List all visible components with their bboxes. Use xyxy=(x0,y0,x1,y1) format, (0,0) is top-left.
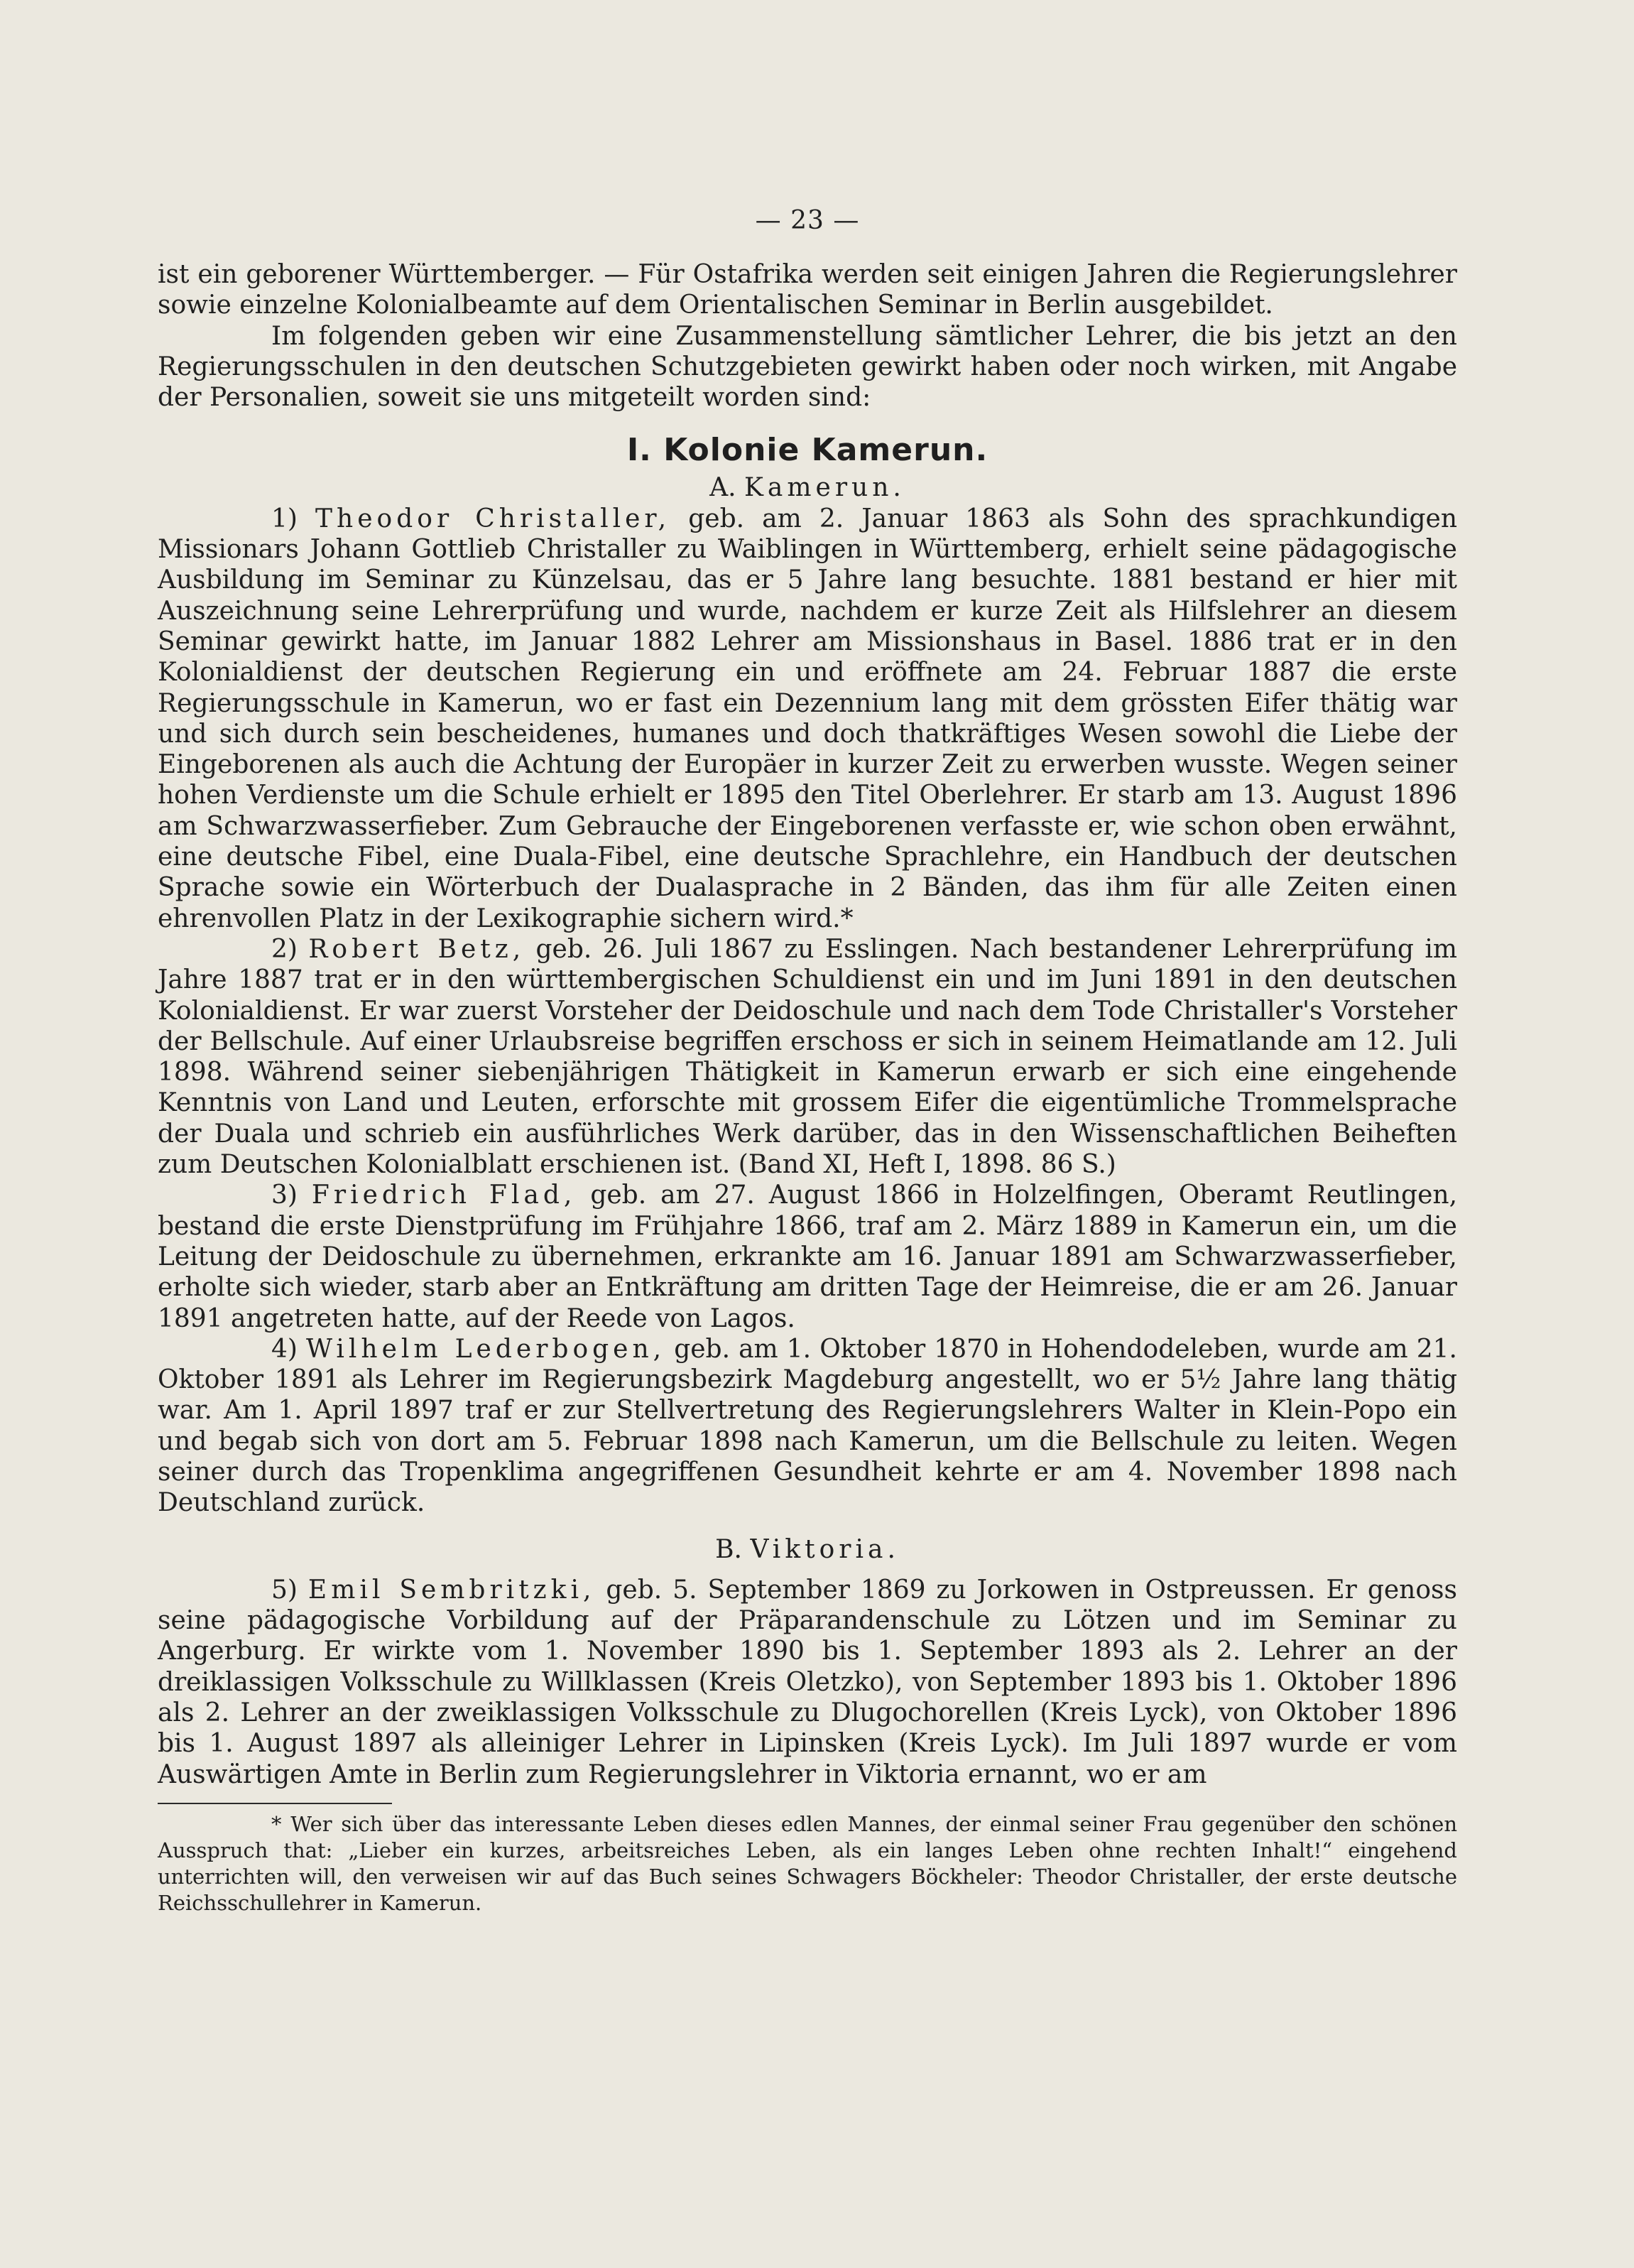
entry-1 xyxy=(158,504,1457,934)
entry-number: 4) xyxy=(271,1334,298,1364)
entry-person-name: Emil Sembritzki, xyxy=(307,1575,596,1605)
entry-5 xyxy=(158,1575,1457,1790)
subsection-a-title xyxy=(158,472,1457,503)
entry-text: geb. am 2. Januar 1863 als Sohn des sprachkundigen Missionars Johann Gottlieb Christaller zu Waiblingen in Württemberg, erhielt seine pädagogische Ausbildung im Seminar zu Künzelsau, das er 5 Jahre lang besuchte. 1881 bestand er hier mit Auszeichnung seine Lehrerprüfung und wurde, nachdem er kurze Zeit als Hilfslehrer an diesem Seminar gewirkt hatte, im Januar 1882 Lehrer am Missionshaus in Basel. 1886 trat er in den Kolonialdienst der deutschen Regierung ein und eröffnete am 24. Februar 1887 die erste Regierungsschule in Kamerun, wo er fast ein Dezennium lang mit dem grössten Eifer thätig war und sich durch sein bescheidenes, humanes und doch thatkräftiges Wesen sowohl die Liebe der Eingeborenen als auch die Achtung der Europäer in kurzer Zeit zu erwerben wusste. Wegen seiner hohen Verdienste um die Schule erhielt er 1895 den Titel Oberlehrer. Er starb am 13. August 1896 am Schwarzwasserfieber. Zum Gebrauche der Eingeborenen verfasste er, wie schon oben erwähnt, eine deutsche Fibel, eine Duala-Fibel, eine deutsche Sprachlehre, ein Handbuch der deutschen Sprache sowie ein Wörterbuch der Dualasprache in 2 Bänden, das ihm für alle Zeiten einen ehrenvollen Platz in der Lexikographie sichern wird.* xyxy=(158,504,1458,933)
subsection-a-name: Kamerun. xyxy=(744,473,905,503)
entry-person-name: Friedrich Flad, xyxy=(311,1181,577,1210)
entry-number: 1) xyxy=(271,504,298,533)
subsection-b-prefix: B. xyxy=(715,1534,742,1564)
footnote-text: * Wer sich über das interessante Leben dieses edlen Mannes, der einmal seiner Frau gegenüber den schönen Ausspruch that: „Lieber ein kurzes, arbeitsreiches Leben, als ein langes Leben ohne rechten Inhalt!“ eingehend unterrichten will, den verweisen wir auf das Buch seines Schwagers Böckheler: Theodor Christaller, der erste deutsche Reichsschullehrer in Kamerun. xyxy=(158,1811,1457,1915)
intro-paragraph-2: Im folgenden geben wir eine Zusammenstellung sämtlicher Lehrer, die bis jetzt an den Regierungsschulen in den deutschen Schutzgebieten gewirkt haben oder noch wirken, mit Angabe der Personalien, soweit sie uns mitgeteilt worden sind: xyxy=(158,321,1457,413)
footnote-divider xyxy=(158,1803,392,1804)
page-content xyxy=(158,206,1457,1916)
entry-person-name: Robert Betz, xyxy=(308,934,525,964)
entry-3 xyxy=(158,1180,1457,1333)
page-number: — 23 — xyxy=(755,206,860,235)
entry-4 xyxy=(158,1334,1457,1519)
subsection-b-name: Viktoria. xyxy=(750,1534,900,1564)
entry-text: geb. 5. September 1869 zu Jorkowen in Ostpreussen. Er genoss seine pädagogische Vorbildung auf der Präparandenschule zu Lötzen und im Seminar zu Angerburg. Er wirkte vom 1. November 1890 bis 1. September 1893 als 2. Lehrer an der dreiklassigen Volksschule zu Willklassen (Kreis Oletzko), von September 1893 bis 1. Oktober 1896 als 2. Lehrer an der zweiklassigen Volksschule zu Dlugochorellen (Kreis Lyck), von Oktober 1896 bis 1. August 1897 als alleiniger Lehrer in Lipinsken (Kreis Lyck). Im Juli 1897 wurde er vom Auswärtigen Amte in Berlin zum Regierungslehrer in Viktoria ernannt, wo er am xyxy=(158,1575,1457,1789)
intro-paragraph-1: ist ein geborener Württemberger. — Für Ostafrika werden seit einigen Jahren die Regierungslehrer sowie einzelne Kolonialbeamte auf dem Orientalischen Seminar in Berlin ausgebildet. xyxy=(158,260,1457,320)
entry-number: 5) xyxy=(271,1575,298,1605)
subsection-b-title xyxy=(158,1534,1457,1565)
subsection-a-prefix: A. xyxy=(709,473,736,503)
entry-text: geb. 26. Juli 1867 zu Esslingen. Nach bestandener Lehrerprüfung im Jahre 1887 trat er in den württembergischen Schuldienst ein und im Juni 1891 in den deutschen Kolonialdienst. Er war zuerst Vorsteher der Deidoschule und nach dem Tode Christaller's Vorsteher der Bellschule. Auf einer Urlaubsreise begriffen erschoss er sich in seinem Heimatlande am 12. Juli 1898. Während seiner siebenjährigen Thätigkeit in Kamerun erwarb er sich eine eingehende Kenntnis von Land und Leuten, erforschte mit grossem Eifer die eigentümliche Trommelsprache der Duala und schrieb ein ausführliches Werk darüber, das in den Wissenschaftlichen Beiheften zum Deutschen Kolonialblatt erschienen ist. (Band XI, Heft I, 1898. 86 S.) xyxy=(158,934,1457,1180)
entry-number: 3) xyxy=(271,1181,298,1210)
entry-number: 2) xyxy=(271,934,298,964)
entry-person-name: Theodor Christaller, xyxy=(315,504,671,533)
entry-text: geb. am 27. August 1866 in Holzelfingen, Oberamt Reutlingen, bestand die erste Dienstprüfung im Frühjahre 1866, traf am 2. März 1889 in Kamerun ein, um die Leitung der Deidoschule zu übernehmen, erkrankte am 16. Januar 1891 am Schwarzwasserfieber, erholte sich wieder, starb aber an Entkräftung am dritten Tage der Heimreise, die er am 26. Januar 1891 angetreten hatte, auf der Reede von Lagos. xyxy=(158,1181,1458,1333)
footnote xyxy=(158,1811,1457,1916)
entry-2 xyxy=(158,934,1457,1180)
entry-text: geb. am 1. Oktober 1870 in Hohendodeleben, wurde am 21. Oktober 1891 als Lehrer im Regierungsbezirk Magdeburg angestellt, wo er 5½ Jahre lang thätig war. Am 1. April 1897 traf er zur Stellvertretung des Regierungslehrers Walter in Klein-Popo ein und begab sich von dort am 5. Februar 1898 nach Kamerun, um die Bellschule zu leiten. Wegen seiner durch das Tropenklima angegriffenen Gesundheit kehrte er am 4. November 1898 nach Deutschland zurück. xyxy=(158,1334,1457,1518)
entry-person-name: Wilhelm Lederbogen, xyxy=(306,1334,666,1364)
section-title: I. Kolonie Kamerun. xyxy=(626,432,988,469)
